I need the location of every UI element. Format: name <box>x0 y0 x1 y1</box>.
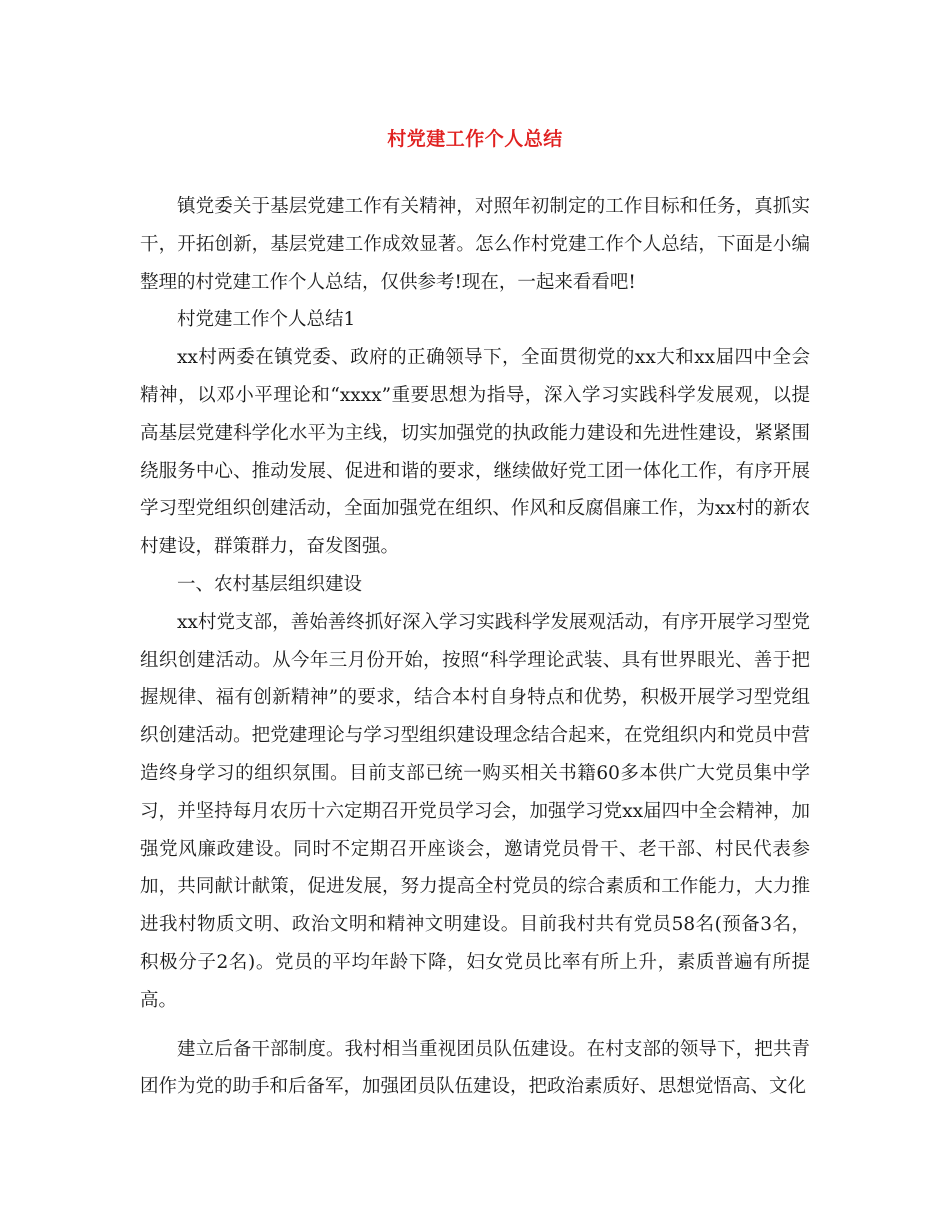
document-body <box>140 188 810 1106</box>
summary-paragraph: xx村两委在镇党委、政府的正确领导下，全面贯彻党的xx大和xx届四中全会精神，以邓小平理论和“xxxx”重要思想为指导，深入学习实践科学发展观，以提高基层党建科学化水平为主线，切实加强党的执政能力建设和先进性建设，紧紧围绕服务中心、推动发展、促进和谐的要求，继续做好党工团一体化工作，有序开展学习型党组织创建活动，全面加强党在组织、作风和反腐倡廉工作，为xx村的新农村建设，群策群力，奋发图强。 <box>140 347 810 558</box>
organization-paragraph: xx村党支部，善始善终抓好深入学习实践科学发展观活动，有序开展学习型党组织创建活动。从今年三月份开始，按照“科学理论武装、具有世界眼光、善于把握规律、福有创新精神”的要求，结合本村自身特点和优势，积极开展学习型党组织创建活动。把党建理论与学习型组织建设理念结合起来，在党组织内和党员中营造终身学习的组织氛围。目前支部已统一购买相关书籍60多本供广大党员集中学习，并坚持每月农历十六定期召开党员学习会，加强学习党xx届四中全会精神，加强党风廉政建设。同时不定期召开座谈会，邀请党员骨干、老干部、村民代表参加，共同献计献策，促进发展，努力提高全村党员的综合素质和工作能力，大力推进我村物质文明、政治文明和精神文明建设。目前我村共有党员58名(预备3名，积极分子2名)。党员的平均年龄下降，妇女党员比率有所上升，素质普遍有所提高。 <box>140 611 810 1011</box>
section-heading-organization: 一、农村基层组织建设 <box>177 573 363 595</box>
document-title: 村党建工作个人总结 <box>387 128 563 150</box>
intro-paragraph: 镇党委关于基层党建工作有关精神，对照年初制定的工作目标和任务，真抓实干，开拓创新，基层党建工作成效显著。怎么作村党建工作个人总结，下面是小编整理的村党建工作个人总结，仅供参考!现在，一起来看看吧! <box>140 196 810 293</box>
section-heading-summary-1: 村党建工作个人总结1 <box>177 309 356 331</box>
reserve-cadre-paragraph: 建立后备干部制度。我村相当重视团员队伍建设。在村支部的领导下，把共青团作为党的助手和后备军，加强团员队伍建设，把政治素质好、思想觉悟高、文化 <box>140 1038 810 1098</box>
